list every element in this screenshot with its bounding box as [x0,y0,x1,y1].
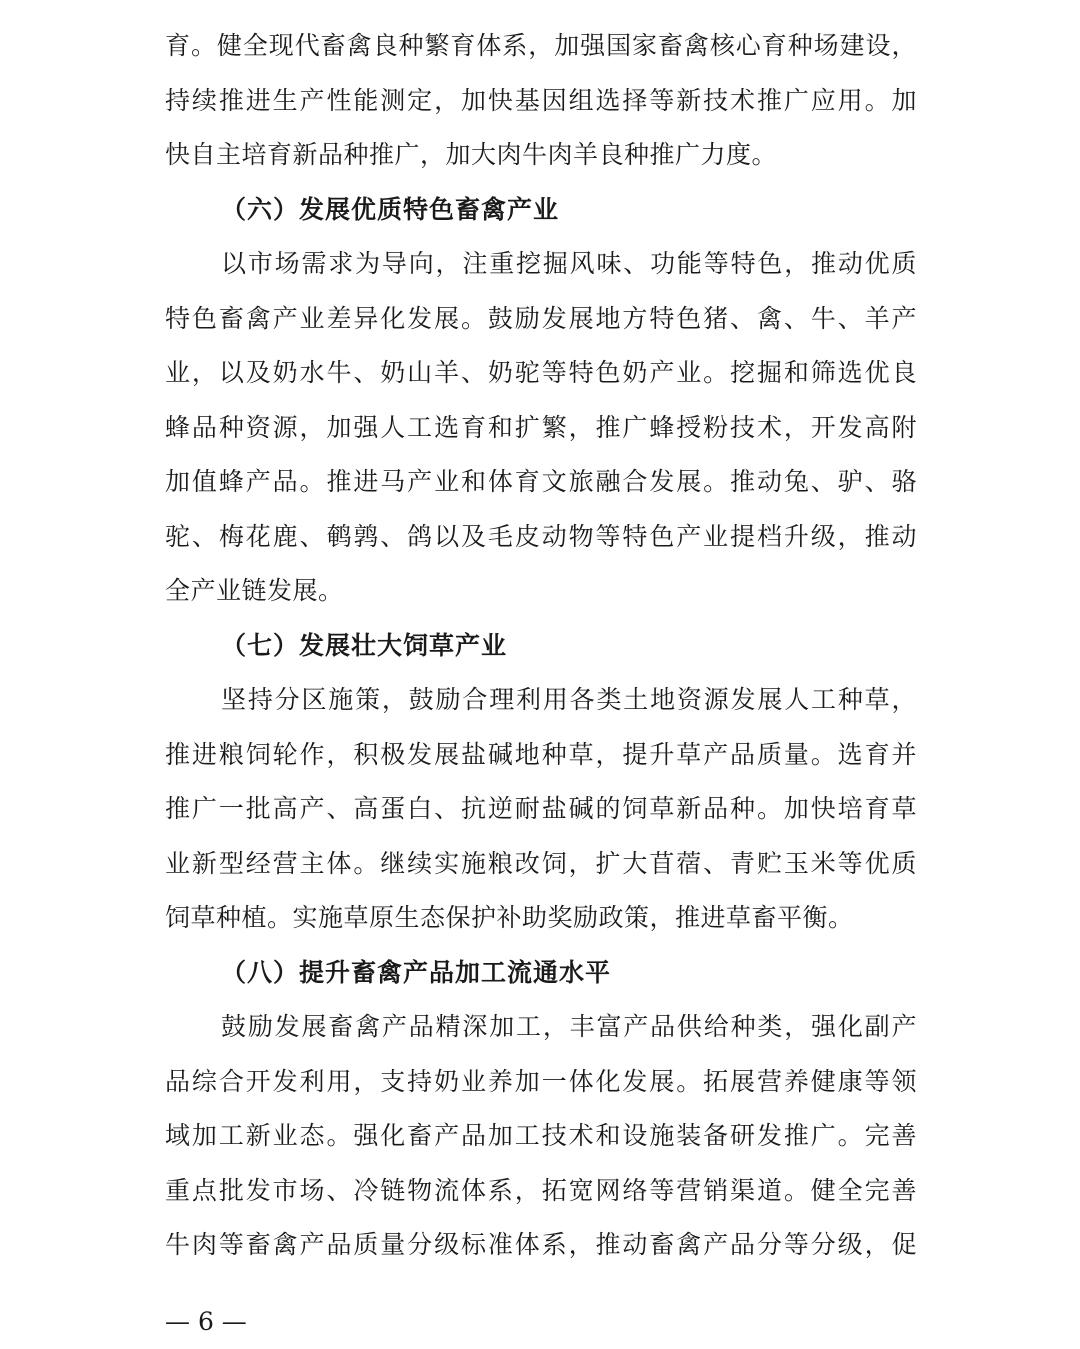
page-number: — 6 — [165,1307,247,1336]
paragraph-line: 推进粮饲轮作，积极发展盐碱地种草，提升草产品质量。选育并 [165,739,917,769]
paragraph-line: 蜂品种资源，加强人工选育和扩繁，推广蜂授粉技术，开发高附 [165,412,917,442]
paragraph-line: 推广一批高产、高蛋白、抗逆耐盐碱的饲草新品种。加快培育草 [165,794,917,823]
paragraph-line: 快自主培育新品种推广，加大肉牛肉羊良种推广力度。 [165,140,778,169]
paragraph-line: 鼓励发展畜禽产品精深加工，丰富产品供给种类，强化副产 [221,1012,917,1041]
paragraph-line: 全产业链发展。 [165,576,344,605]
paragraph-line: 域加工新业态。强化畜产品加工技术和设施装备研发推广。完善 [165,1121,917,1150]
paragraph-line: 业新型经营主体。继续实施粮改饲，扩大苜蓿、青贮玉米等优质 [165,848,917,878]
paragraph-line: 驼、梅花鹿、鹌鹑、鸽以及毛皮动物等特色产业提档升级，推动 [165,521,917,551]
paragraph-line: 坚持分区施策，鼓励合理利用各类土地资源发展人工种草， [221,685,917,714]
paragraph-line: 牛肉等畜禽产品质量分级标准体系，推动畜禽产品分等分级，促 [165,1230,917,1259]
section-heading: （八）提升畜禽产品加工流通水平 [221,957,612,987]
paragraph-line: 饲草种植。实施草原生态保护补助奖励政策，推进草畜平衡。 [165,903,854,932]
paragraph-line: 育。健全现代畜禽良种繁育体系，加强国家畜禽核心育种场建设， [165,31,917,60]
paragraph-line: 加值蜂产品。推进马产业和体育文旅融合发展。推动兔、驴、骆 [165,467,917,496]
paragraph-line: 品综合开发利用，支持奶业养加一体化发展。拓展营养健康等领 [165,1066,917,1096]
section-heading: （七）发展壮大饲草产业 [221,630,508,660]
paragraph-line: 持续推进生产性能测定，加快基因组选择等新技术推广应用。加 [165,85,917,115]
section-heading: （六）发展优质特色畜禽产业 [221,194,560,224]
paragraph-line: 重点批发市场、冷链物流体系，拓宽网络等营销渠道。健全完善 [165,1175,917,1205]
paragraph-line: 特色畜禽产业差异化发展。鼓励发展地方特色猪、禽、牛、羊产 [165,303,917,333]
paragraph-line: 业，以及奶水牛、奶山羊、奶驼等特色奶产业。挖掘和筛选优良 [165,358,917,387]
paragraph-line: 以市场需求为导向，注重挖掘风味、功能等特色，推动优质 [221,249,917,278]
